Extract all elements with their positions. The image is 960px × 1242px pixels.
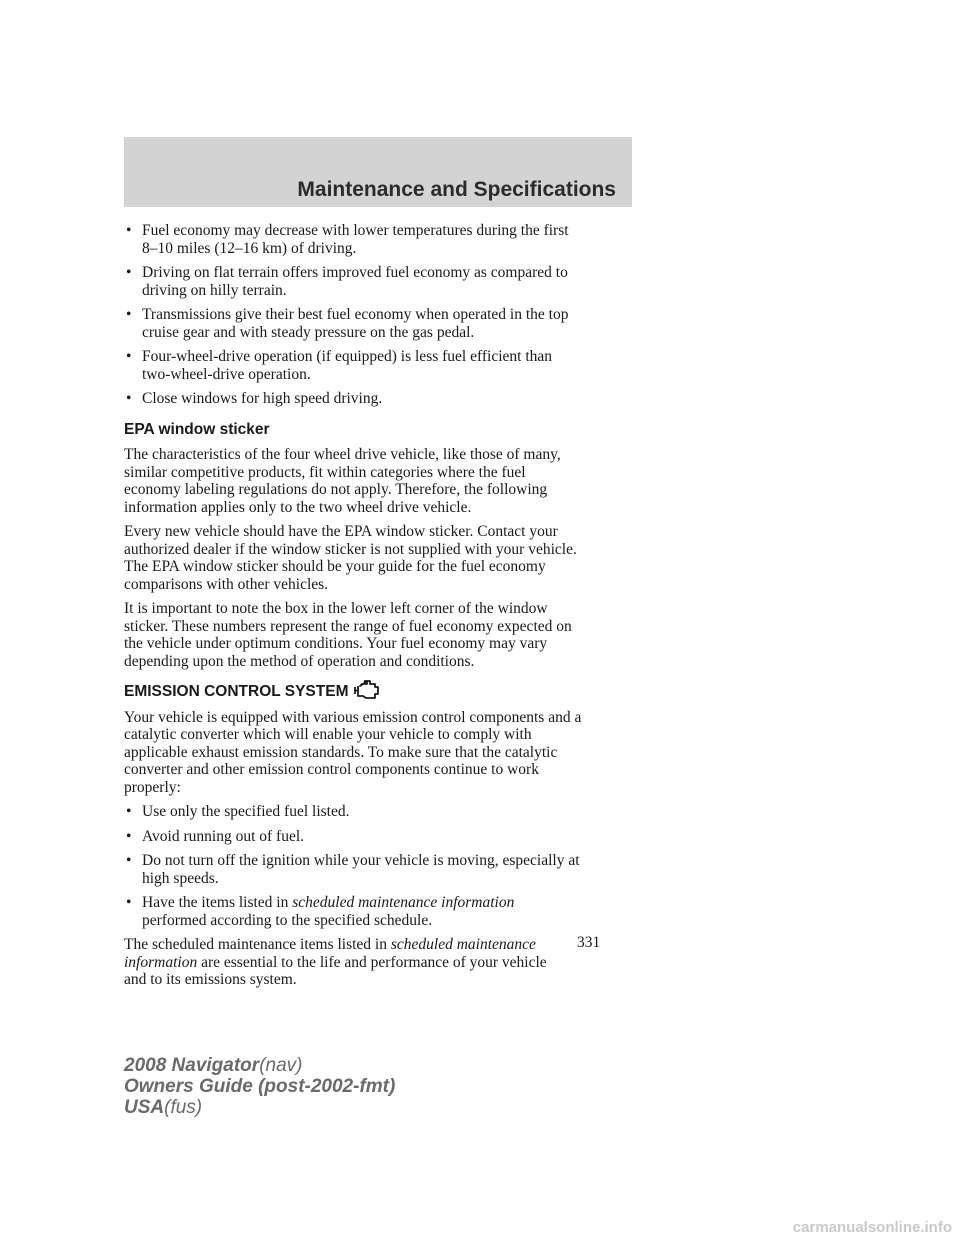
- watermark-link[interactable]: carmanualsonline.info: [792, 1219, 952, 1236]
- epa-paragraph-3: It is important to note the box in the lower left corner of the window sticker. These numbers represent the range of fuel economy expected on the vehicle under optimum conditions. Your fuel economy may vary depending upon the method of operation and conditions.: [124, 600, 572, 670]
- document-footer: 2008 Navigator(nav) Owners Guide (post-2002-fmt) USA(fus): [124, 1055, 396, 1118]
- section-title: Maintenance and Specifications: [297, 178, 616, 201]
- bullet-item: • Four-wheel-drive operation (if equipped) is less fuel efficient than two-wheel-drive operation.: [126, 348, 553, 383]
- epa-paragraph-2: Every new vehicle should have the EPA window sticker. Contact your authorized dealer if the window sticker is not supplied with your vehicle. The EPA window sticker should be your guide for the fuel economy comparisons with other vehicles.: [124, 523, 577, 593]
- emission-heading: EMISSION CONTROL SYSTEM: [124, 683, 634, 701]
- emission-paragraph-2: The scheduled maintenance items listed in scheduled maintenance information are essential to the life and performance of your vehicle and to its emissions system.: [124, 936, 547, 988]
- bullet-item: • Close windows for high speed driving.: [126, 390, 383, 407]
- bullet-item: • Have the items listed in scheduled maintenance information performed according to the specified schedule.: [126, 894, 515, 929]
- bullet-item: • Transmissions give their best fuel economy when operated in the top cruise gear and with steady pressure on the gas pedal.: [126, 306, 569, 341]
- emission-paragraph-1: Your vehicle is equipped with various emission control components and a catalytic converter which will enable your vehicle to comply with applicable exhaust emission standards. To make sure that the catalytic converter and other emission control components continue to work properly:: [124, 708, 582, 796]
- section-header-band: [124, 137, 632, 207]
- page-number: 331: [577, 934, 601, 951]
- epa-heading: EPA window sticker: [124, 420, 270, 438]
- bullet-item: • Do not turn off the ignition while your vehicle is moving, especially at high speeds.: [126, 852, 580, 887]
- engine-icon: [352, 678, 382, 700]
- bullet-item: • Driving on flat terrain offers improved fuel economy as compared to driving on hilly terrain.: [126, 264, 568, 299]
- epa-paragraph-1: The characteristics of the four wheel drive vehicle, like those of many, similar competitive products, fit within categories where the fuel economy labeling regulations do not apply. Therefore, the following information applies only to the two wheel drive vehicle.: [124, 446, 561, 516]
- bullet-item: • Use only the specified fuel listed.: [126, 803, 350, 820]
- bullet-item: • Avoid running out of fuel.: [126, 827, 305, 845]
- bullet-item: • Fuel economy may decrease with lower temperatures during the first 8–10 miles (12–16 km) of driving.: [126, 222, 569, 257]
- page-content: [124, 222, 634, 996]
